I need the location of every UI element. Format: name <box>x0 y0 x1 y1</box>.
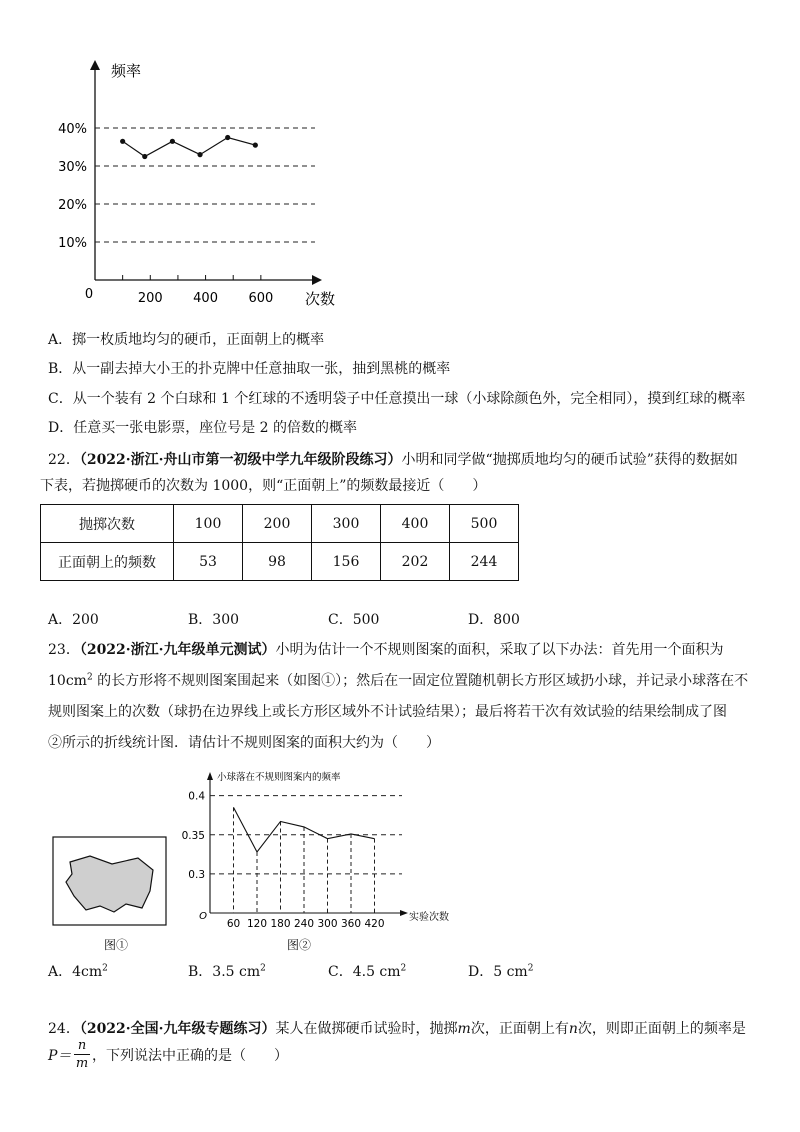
q23-fig1-caption: 图① <box>104 938 129 952</box>
table-cell: 400 <box>381 505 450 543</box>
y-tick-label: 10% <box>58 236 87 251</box>
q21-option-c: C．从一个装有 2 个白球和 1 个红球的不透明袋子中任意摸出一球（小球除颜色外，完全相同），摸到红球的概率 <box>48 391 746 407</box>
q23-text-2: 的长方形将不规则图案围起来（如图①）；然后在一固定位置随机朝长方形区域扔小球，并记录小球落在不 <box>92 673 749 689</box>
option-c-text: C．4.5 cm <box>328 964 401 980</box>
x-tick-label: 300 <box>317 918 338 930</box>
y-axis-label: 频率 <box>111 62 142 80</box>
series-line <box>123 138 256 157</box>
q23-source: （2022·浙江·九年级单元测试） <box>79 642 276 658</box>
option-d-text: D．5 cm <box>468 964 528 980</box>
x-tick-label: 420 <box>364 918 385 930</box>
q23-line4: ②所示的折线统计图．请估计不规则图案的面积大约为（ ） <box>48 735 440 751</box>
x-axis-label: 次数 <box>305 290 336 308</box>
origin-label: 0 <box>84 287 94 302</box>
table-cell: 300 <box>312 505 381 543</box>
q23-option-b <box>188 962 266 982</box>
table-row <box>41 543 519 581</box>
x-axis-arrow <box>312 275 322 285</box>
q22-option-c: C．500 <box>328 612 380 628</box>
q24-p-label: P＝ <box>48 1048 72 1064</box>
y-axis-arrow <box>207 772 213 780</box>
q24-frac-numerator: n <box>74 1038 90 1055</box>
q24-number: 24． <box>48 1021 80 1037</box>
table-header-cell: 正面朝上的频数 <box>41 543 174 581</box>
option-b-text: B．3.5 cm <box>188 964 261 980</box>
option-b-sup: 2 <box>260 963 266 974</box>
x-tick-label: 180 <box>270 918 291 930</box>
data-point <box>142 154 147 159</box>
x-tick-label: 360 <box>340 918 362 930</box>
y-tick-label: 0.4 <box>188 790 205 803</box>
q23-option-d <box>468 962 533 982</box>
data-point <box>253 143 258 148</box>
table-cell: 156 <box>312 543 381 581</box>
q22-source: （2022·浙江·舟山市第一初级中学九年级阶段练习） <box>79 452 402 468</box>
q24-source: （2022·全国·九年级专题练习） <box>79 1021 276 1037</box>
data-point <box>197 152 202 157</box>
y-tick-label: 30% <box>58 160 87 175</box>
q23-number: 23． <box>48 642 80 658</box>
chart-title: 小球落在不规则图案内的频率 <box>217 772 341 783</box>
q24-text-3: 次，则即正面朝上的频率是 <box>577 1021 746 1037</box>
figure2-chart <box>180 768 460 933</box>
table-cell: 202 <box>381 543 450 581</box>
q21-option-b: B．从一副去掉大小王的扑克牌中任意抽取一张，抽到黑桃的概率 <box>48 361 451 377</box>
q23-area-value: 10cm <box>48 673 87 689</box>
table-cell: 500 <box>450 505 519 543</box>
q23-option-a <box>48 962 108 982</box>
q23-fig2-caption: 图② <box>287 938 312 952</box>
q24-line1 <box>48 1019 746 1039</box>
q24-text-2: 次，正面朝上有 <box>470 1021 569 1037</box>
y-axis-arrow <box>90 60 100 70</box>
q23-line3: 规则图案上的次数（球扔在边界线上或长方形区域外不计试验结果）；最后将若干次有效试验的结果绘制成了图 <box>48 704 727 720</box>
y-tick-label: 0.3 <box>188 868 205 881</box>
q24-frac-denominator: m <box>75 1056 89 1071</box>
q22-text-1: 小明和同学做“抛掷质地均匀的硬币试验”获得的数据如 <box>401 452 738 468</box>
q21-option-a: A．掷一枚质地均匀的硬币，正面朝上的概率 <box>48 332 325 348</box>
q24-var-n: n <box>568 1021 578 1037</box>
option-c-sup: 2 <box>400 963 407 974</box>
y-tick-label: 20% <box>58 198 87 213</box>
x-tick-label: 60 <box>226 918 241 930</box>
q22-option-a: A．200 <box>48 612 99 628</box>
table-cell: 200 <box>243 505 312 543</box>
q23-option-c <box>328 962 406 982</box>
q24-formula <box>48 1046 71 1066</box>
origin-label: O <box>199 911 207 922</box>
data-point <box>225 135 230 140</box>
q22-table <box>40 504 519 581</box>
x-axis-label: 实验次数 <box>409 912 449 923</box>
q22-option-b: B．300 <box>188 612 240 628</box>
option-a-text: A．4cm <box>48 964 103 980</box>
x-axis-arrow <box>400 910 408 916</box>
data-point <box>120 139 125 144</box>
x-tick-label: 120 <box>246 918 268 930</box>
table-cell: 53 <box>174 543 243 581</box>
x-tick-label: 240 <box>293 918 315 930</box>
q23-figure1 <box>52 836 172 932</box>
table-row <box>41 505 519 543</box>
y-tick-label: 0.35 <box>181 829 205 842</box>
table-cell: 100 <box>174 505 243 543</box>
table-header-cell: 抛掷次数 <box>41 505 174 543</box>
q24-line2: ，下列说法中正确的是（ ） <box>92 1048 288 1064</box>
q24-var-m: m <box>457 1021 471 1037</box>
figure1-chart <box>40 50 360 320</box>
q22-line2: 下表，若抛掷硬币的次数为 1000，则“正面朝上”的频数最接近（ ） <box>40 478 487 494</box>
q21-option-d: D．任意买一张电影票，座位号是 2 的倍数的概率 <box>48 420 358 436</box>
q22-number: 22． <box>48 452 80 468</box>
table-cell: 244 <box>450 543 519 581</box>
table-cell: 98 <box>243 543 312 581</box>
q24-text-1: 某人在做掷硬币试验时，抛掷 <box>275 1021 458 1037</box>
x-tick-label: 600 <box>248 291 274 306</box>
q23-line2 <box>48 671 748 691</box>
x-tick-label: 200 <box>137 291 163 306</box>
y-tick-label: 40% <box>58 122 87 137</box>
q23-area-sup: 2 <box>86 672 93 683</box>
option-a-sup: 2 <box>102 963 108 974</box>
q23-text-1: 小明为估计一个不规则图案的面积，采取了以下办法：首先用一个面积为 <box>275 642 724 658</box>
q22-line1 <box>48 450 738 470</box>
q22-option-d: D．800 <box>468 612 520 628</box>
option-d-sup: 2 <box>527 963 534 974</box>
x-tick-label: 400 <box>193 291 218 306</box>
data-point <box>170 139 175 144</box>
q23-line1 <box>48 640 724 660</box>
